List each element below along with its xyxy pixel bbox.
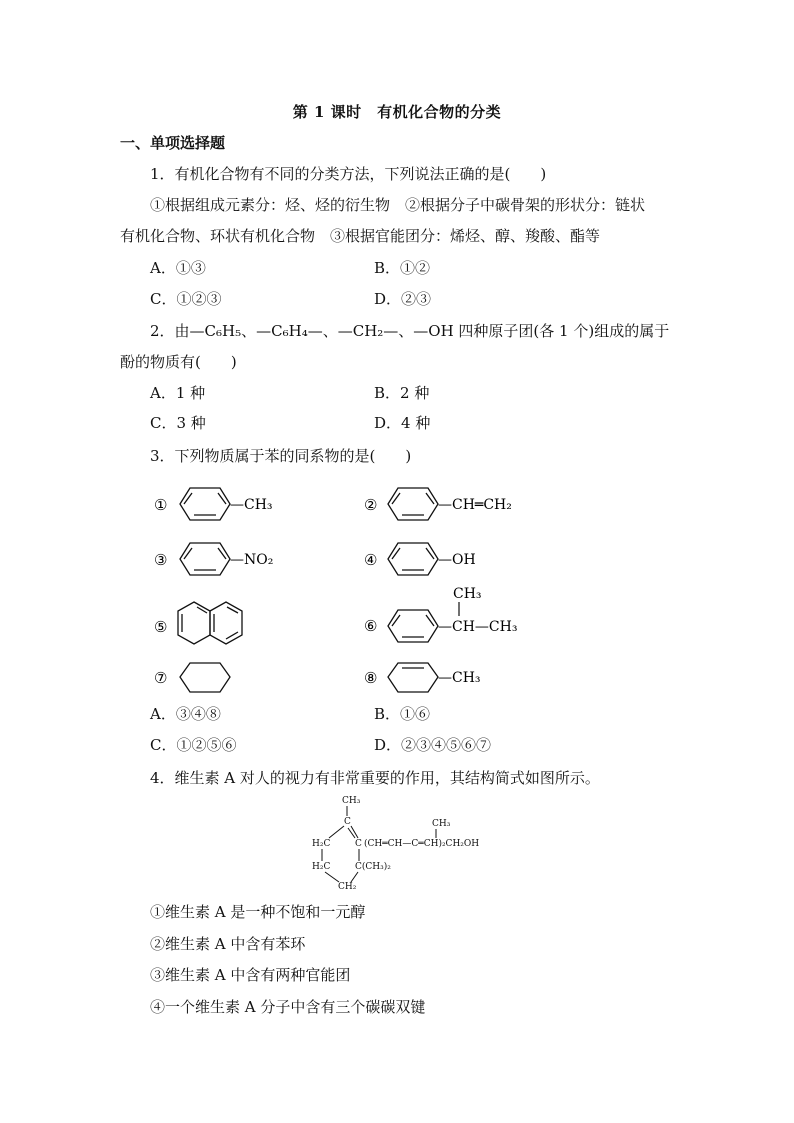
- q1-option-b: B．①②: [374, 259, 431, 277]
- structure-6-top-group: CH₃: [453, 586, 482, 602]
- q3-option-a: A．③④⑧: [150, 705, 221, 723]
- q1-option-d: D．②③: [374, 290, 432, 308]
- formula-c-ch3-2: C(CH₃)₂: [355, 862, 391, 872]
- q3-option-b: B．①⑥: [374, 705, 431, 723]
- q2-stem-line2: 酚的物质有( ): [120, 353, 237, 371]
- structure-8-group: —CH₃: [438, 670, 481, 686]
- vitamin-a-structure: [305, 792, 525, 894]
- structure-2: [360, 485, 560, 525]
- structure-6-number: ⑥: [364, 617, 378, 635]
- structure-4-number: ④: [364, 551, 378, 569]
- page-title: 第 1 课时 有机化合物的分类: [292, 103, 502, 121]
- section-heading: 一、单项选择题: [120, 134, 226, 152]
- q3-stem: 3．下列物质属于苯的同系物的是( ): [150, 447, 412, 465]
- formula-ch3-top: CH₃: [342, 796, 361, 806]
- formula-ch2-bottom: CH₂: [338, 882, 357, 892]
- q2-stem-line1: 2．由—C₆H₅、—C₆H₄—、—CH₂—、—OH 四种原子团(各 1 个)组成的属于: [150, 322, 670, 340]
- structure-1-group: —CH₃: [230, 497, 273, 513]
- structure-1-number: ①: [154, 496, 168, 514]
- q1-text-line1: ①根据组成元素分：烃、烃的衍生物 ②根据分子中碳骨架的形状分：链状: [150, 196, 646, 214]
- q2-option-c: C．3 种: [150, 414, 206, 432]
- structure-2-number: ②: [364, 496, 378, 514]
- q4-stem: 4．维生素 A 对人的视力有非常重要的作用，其结构简式如图所示。: [150, 769, 600, 787]
- benzene-ring-icon: [388, 488, 438, 520]
- structure-2-group: —CH═CH₂: [438, 497, 512, 513]
- structure-8-number: ⑧: [364, 669, 378, 687]
- formula-c-right: C: [355, 839, 362, 849]
- benzene-ring-icon: [388, 543, 438, 575]
- q4-statement-2: ②维生素 A 中含有苯环: [150, 935, 306, 953]
- q1-stem: 1．有机化合物有不同的分类方法，下列说法正确的是( ): [150, 165, 547, 183]
- structure-3-group: —NO₂: [230, 552, 274, 568]
- benzene-ring-icon: [180, 543, 230, 575]
- q2-option-a: A．1 种: [150, 384, 206, 402]
- structure-5-number: ⑤: [154, 618, 168, 636]
- q4-statement-4: ④一个维生素 A 分子中含有三个碳碳双键: [150, 998, 426, 1016]
- structure-4: [360, 540, 510, 580]
- q4-statement-1: ①维生素 A 是一种不饱和一元醇: [150, 903, 366, 921]
- q2-option-b: B．2 种: [374, 384, 430, 402]
- q3-option-d: D．②③④⑤⑥⑦: [374, 736, 492, 754]
- structure-4-group: —OH: [438, 552, 476, 568]
- formula-h2c-lower: H₂C: [312, 862, 331, 872]
- structure-1: [150, 485, 300, 525]
- structure-3: [150, 540, 300, 580]
- q2-option-d: D．4 种: [374, 414, 431, 432]
- benzene-ring-icon: [388, 610, 438, 642]
- structure-3-number: ③: [154, 551, 168, 569]
- structure-8: [360, 660, 510, 700]
- structure-6-main-group: —CH—CH₃: [438, 619, 518, 635]
- structure-5: [150, 598, 300, 656]
- structure-7-number: ⑦: [154, 669, 168, 687]
- formula-h2c-upper: H₂C: [312, 839, 331, 849]
- formula-ch3-chain: CH₃: [432, 819, 451, 829]
- formula-chain: (CH═CH—C═CH)₂CH₂OH: [364, 839, 480, 849]
- formula-c-top: C: [344, 817, 351, 827]
- benzene-ring-icon: [180, 488, 230, 520]
- q1-text-line2: 有机化合物、环状有机化合物 ③根据官能团分：烯烃、醇、羧酸、酯等: [120, 227, 601, 245]
- q1-option-c: C．①②③: [150, 290, 222, 308]
- q4-statement-3: ③维生素 A 中含有两种官能团: [150, 966, 351, 984]
- naphthalene-icon: [178, 602, 242, 644]
- structure-7: [150, 660, 300, 700]
- structure-6: [360, 582, 560, 650]
- q1-option-a: A．①③: [150, 259, 206, 277]
- q3-option-c: C．①②⑤⑥: [150, 736, 237, 754]
- cyclohexane-icon: [180, 663, 230, 692]
- cyclohexene-icon: [388, 663, 438, 692]
